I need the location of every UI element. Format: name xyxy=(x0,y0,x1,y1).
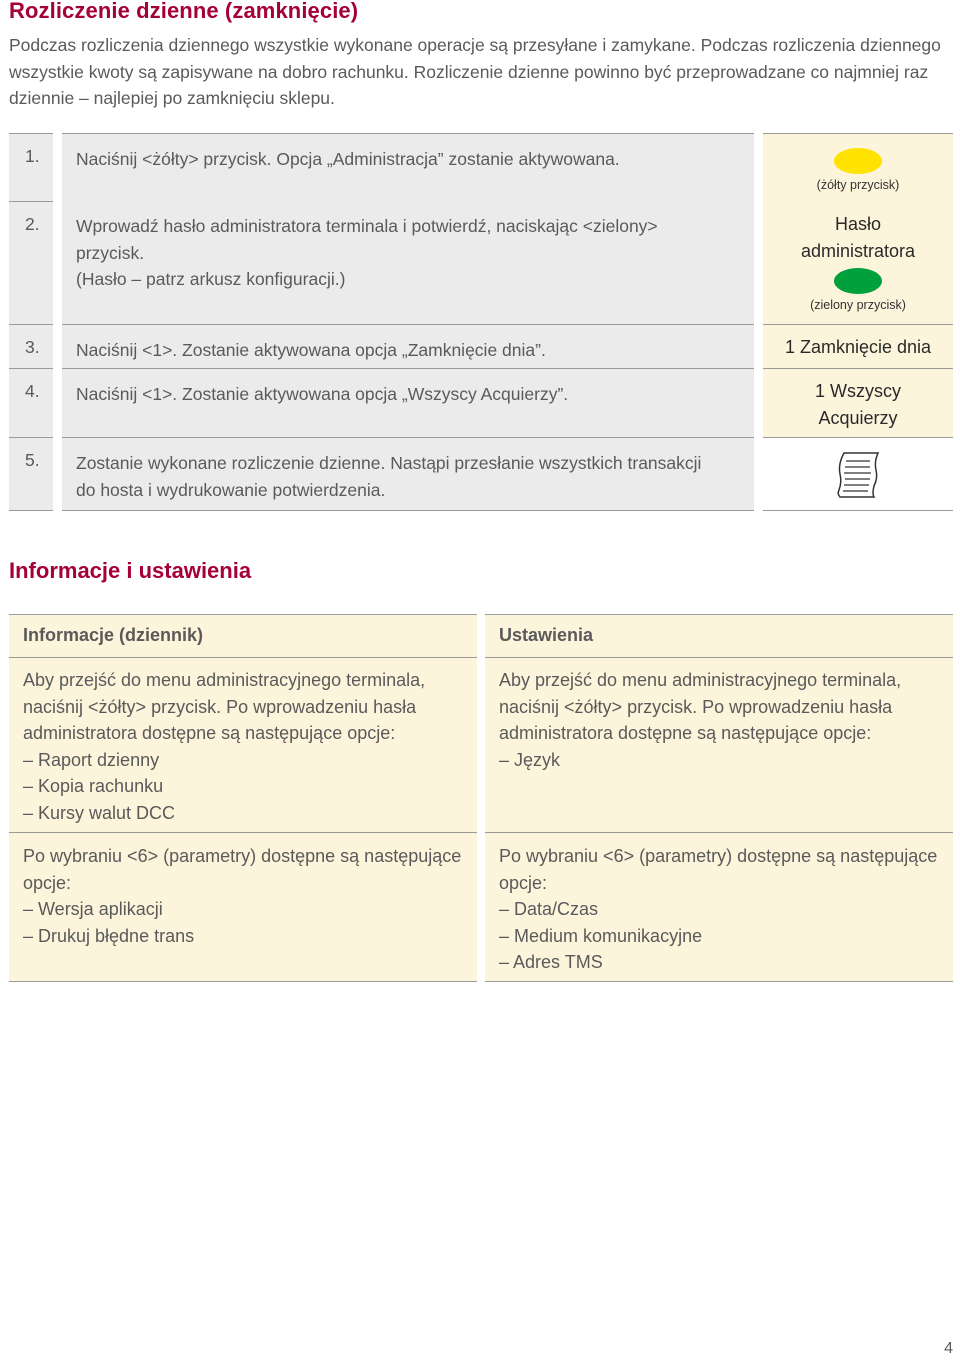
step-text-line: Zostanie wykonane rozliczenie dzienne. Nastąpi przesłanie wszystkich transakcji xyxy=(76,453,702,473)
panel-divider xyxy=(9,832,477,833)
panel-text: Po wybraniu <6> (parametry) dostępne są następujące opcje: xyxy=(23,846,462,893)
step-text xyxy=(62,437,754,511)
step-number: 3. xyxy=(9,324,53,368)
display-line: Hasło xyxy=(834,214,882,234)
step-text-line: przycisk. xyxy=(76,242,145,263)
intro-paragraph: Podczas rozliczenia dziennego wszystkie wykonane operacje są przesyłane i zamykane. Podczas rozliczenia dziennego wszystkie kwoty są zapisywane na dobro rachunku. Rozliczenie dzienne powinno być przeprowadzane co najmniej raz dziennie – najlepiej po zamknięciu sklepu. xyxy=(9,35,941,108)
step-text-line: Wprowadź hasło administratora terminala i potwierdź, naciskając <zielony> xyxy=(76,216,658,236)
table-divider xyxy=(62,510,754,511)
step-number: 2. xyxy=(9,201,53,324)
step-text: Naciśnij <żółty> przycisk. Opcja „Administracja” zostanie aktywowana. xyxy=(62,133,754,201)
page-title: Rozliczenie dzienne (zamknięcie) xyxy=(9,0,359,23)
green-button-caption: (zielony przycisk) xyxy=(810,298,906,312)
step-text: Naciśnij <1>. Zostanie aktywowana opcja „Zamknięcie dnia”. xyxy=(62,324,754,368)
step-text-line: (Hasło – patrz arkusz konfiguracji.) xyxy=(76,269,346,289)
step-number: 5. xyxy=(9,437,53,511)
panel-text: Po wybraniu <6> (parametry) dostępne są następujące opcje: xyxy=(499,846,938,893)
receipt-panel xyxy=(763,437,953,511)
yellow-button-panel xyxy=(763,133,953,201)
info-log-panel xyxy=(9,614,477,982)
yellow-button-caption: (żółty przycisk) xyxy=(816,178,900,192)
list-item: – Język xyxy=(499,747,943,774)
table-divider xyxy=(763,510,953,511)
acquirers-panel xyxy=(763,368,953,437)
panel-block xyxy=(9,843,477,949)
table-divider xyxy=(9,510,53,511)
green-button-icon xyxy=(834,268,882,294)
step-text: Naciśnij <1>. Zostanie aktywowana opcja „Wszyscy Acquierzy”. xyxy=(62,368,754,437)
receipt-icon xyxy=(834,450,882,500)
display-line: Acquierzy xyxy=(818,407,898,428)
list-item: – Data/Czas xyxy=(499,896,943,923)
list-item: – Wersja aplikacji xyxy=(23,896,467,923)
panel-block xyxy=(485,667,953,773)
yellow-button-icon xyxy=(834,148,882,174)
close-day-panel xyxy=(763,324,953,368)
panel-text: Aby przejść do menu administracyjnego terminala, naciśnij <żółty> przycisk. Po wprowadzeniu hasła administratora dostępne są następujące opcje: xyxy=(499,670,902,743)
step-text-line: do hosta i wydrukowanie potwierdzenia. xyxy=(76,479,386,500)
step-number: 1. xyxy=(9,133,53,201)
step-number: 4. xyxy=(9,368,53,437)
section-title: Informacje i ustawienia xyxy=(9,558,252,583)
list-item: – Raport dzienny xyxy=(23,747,467,774)
panel-heading: Informacje (dziennik) xyxy=(9,614,477,658)
list-item: – Medium komunikacyjne xyxy=(499,923,943,950)
password-panel xyxy=(763,201,953,324)
list-item: – Kursy walut DCC xyxy=(23,800,467,827)
panel-block xyxy=(485,843,953,976)
display-line: 1 Wszyscy xyxy=(814,381,901,401)
list-item: – Kopia rachunku xyxy=(23,773,467,800)
panel-divider xyxy=(485,981,953,982)
display-line: 1 Zamknięcie dnia xyxy=(784,337,932,357)
display-line: administratora xyxy=(800,240,916,261)
list-item: – Adres TMS xyxy=(499,949,943,976)
step-text xyxy=(62,201,754,324)
list-item: – Drukuj błędne trans xyxy=(23,923,467,950)
panel-block xyxy=(9,667,477,826)
settings-panel xyxy=(485,614,953,982)
panel-divider xyxy=(485,832,953,833)
panel-divider xyxy=(9,981,477,982)
page-number: 4 xyxy=(944,1340,953,1357)
panel-heading: Ustawienia xyxy=(485,614,953,658)
panel-text: Aby przejść do menu administracyjnego terminala, naciśnij <żółty> przycisk. Po wprowadzeniu hasła administratora dostępne są następujące opcje: xyxy=(23,670,426,743)
